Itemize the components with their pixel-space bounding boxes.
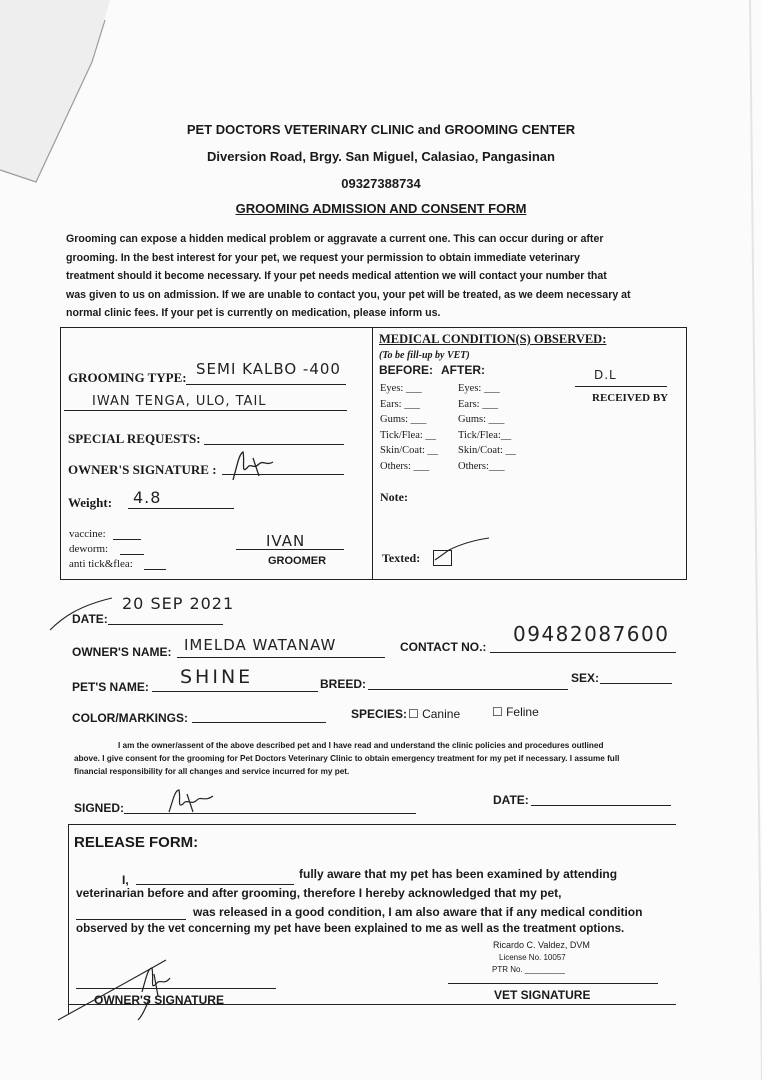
note-label: Note:: [380, 490, 408, 504]
release-top-border: [68, 824, 676, 825]
sex-line: [600, 683, 672, 684]
release-owner-signature-mark: [54, 956, 194, 1026]
owner-name-value: IMELDA WATANAW: [184, 636, 337, 654]
form-title: GROOMING ADMISSION AND CONSENT FORM: [235, 201, 527, 216]
after-row: Others:___: [458, 460, 505, 472]
color-markings-label: COLOR/MARKINGS:: [72, 711, 188, 725]
release-pet-line: [76, 919, 186, 920]
clinic-phone: 09327388734: [341, 176, 421, 191]
vet-license: License No. 10057: [499, 953, 566, 962]
deworm-label: deworm:: [69, 543, 109, 555]
admission-box: [60, 327, 687, 580]
contact-line: [490, 652, 676, 653]
consent-line: above. I give consent for the grooming for Pet Doctors Veterinary Clinic to obtain emergency treatment for my pet if necessary. I assume full: [74, 754, 620, 763]
intro-line: treatment should it become necessary. If your pet needs medical attention we will contact your number that: [66, 270, 607, 282]
date-stroke-mark: [48, 596, 118, 632]
weight-label: Weight:: [68, 495, 113, 510]
release-line-4: observed by the vet concerning my pet have been explained to me as well as the treatment options.: [76, 922, 625, 935]
sex-label: SEX:: [571, 671, 600, 685]
intro-line: grooming. In the best interest for your pet, we request your permission to obtain immediate veterinary: [66, 251, 580, 264]
before-row: Ears: ___: [380, 398, 420, 410]
vet-signature-label: VET SIGNATURE: [494, 988, 591, 1002]
intro-paragraph: [66, 230, 672, 323]
anti-tick-line: [144, 569, 166, 570]
pet-name-label: PET'S NAME:: [72, 680, 149, 694]
before-rows: [380, 381, 438, 475]
owner-name-label: OWNER'S NAME:: [72, 645, 172, 659]
species-label: SPECIES:: [351, 707, 408, 721]
color-markings-line: [192, 722, 326, 723]
canine-option[interactable]: ☐ Canine: [408, 707, 461, 721]
grooming-type-line-2: [64, 410, 347, 411]
after-row: Eyes: ___: [458, 383, 500, 394]
signed-signature-mark: [165, 786, 225, 816]
texted-check-mark: [433, 536, 493, 564]
vaccine-label: vaccine:: [69, 528, 106, 540]
grooming-type-value-2: IWAN TENGA, ULO, TAIL: [92, 394, 267, 409]
owner-signature-release-label: OWNER'S SIGNATURE: [94, 993, 224, 1007]
medical-title: MEDICAL CONDITION(S) OBSERVED:: [379, 332, 607, 346]
weight-value: 4.8: [133, 488, 162, 507]
intro-line: Grooming can expose a hidden medical problem or aggravate a current one. This can occur during or after: [66, 233, 604, 245]
owner-signature-mark: [225, 446, 285, 486]
consent-line: financial responsibility for all changes and service incurred for my pet.: [74, 767, 350, 776]
groomer-name: IVAN: [266, 532, 306, 550]
vet-name: Ricardo C. Valdez, DVM: [493, 940, 590, 950]
grooming-type-line: [186, 384, 346, 385]
breed-label: BREED:: [320, 677, 367, 691]
received-by-label: RECEIVED BY: [592, 392, 669, 404]
received-initials: D.L: [594, 368, 617, 382]
intro-line: was given to us on admission. If we are unable to contact you, your pet will be treated, as we deem necessary at: [66, 288, 631, 301]
vet-signature-line: [448, 983, 658, 984]
breed-line: [368, 689, 568, 690]
special-requests-label: SPECIAL REQUESTS:: [68, 431, 201, 446]
release-title: RELEASE FORM:: [74, 834, 199, 851]
anti-tick-label: anti tick&flea:: [69, 558, 133, 570]
release-line-1: fully aware that my pet has been examined by attending: [299, 867, 618, 881]
received-by-line: [575, 386, 667, 387]
release-i: I,: [122, 873, 129, 887]
release-line-3: was released in a good condition, I am also aware that if any medical condition: [193, 905, 643, 919]
signed-label: SIGNED:: [74, 801, 125, 815]
grooming-type-label: GROOMING TYPE:: [68, 370, 187, 385]
grooming-type-value: SEMI KALBO -400: [196, 360, 341, 378]
after-row: Tick/Flea:__: [458, 429, 512, 441]
vaccine-line: [113, 539, 141, 540]
after-rows: [458, 381, 516, 475]
release-line-2: veterinarian before and after grooming, therefore I hereby acknowledged that my pet,: [76, 886, 562, 900]
box-divider: [372, 327, 373, 579]
intro-line: normal clinic fees. If your pet is currently on medication, please inform us.: [66, 307, 441, 319]
medical-subtitle: (To be fill-up by VET): [379, 350, 470, 361]
consent-date-line: [531, 805, 671, 806]
before-row: Gums: ___: [380, 414, 427, 426]
after-row: Skin/Coat: __: [458, 445, 517, 457]
owner-name-line: [177, 657, 385, 658]
before-row: Eyes: ___: [380, 383, 422, 394]
release-bottom-border: [68, 1004, 676, 1005]
date-line: [108, 624, 223, 625]
groomer-label: GROOMER: [268, 555, 327, 567]
before-row: Skin/Coat: __: [380, 445, 439, 457]
consent-date-label: DATE:: [493, 793, 529, 807]
feline-option[interactable]: ☐ Feline: [492, 705, 539, 719]
pet-name-value: SHINE: [180, 666, 254, 688]
texted-label: Texted:: [382, 551, 421, 565]
contact-label: CONTACT NO.:: [400, 640, 487, 654]
special-requests-line: [204, 444, 344, 445]
before-row: Others: ___: [380, 460, 430, 472]
groomer-line: [236, 549, 344, 550]
after-row: Ears: ___: [458, 398, 498, 410]
before-row: Tick/Flea: __: [380, 429, 436, 441]
weight-line: [128, 508, 234, 509]
date-value: 20 SEP 2021: [122, 594, 235, 613]
deworm-line: [120, 554, 144, 555]
release-name-line: [136, 884, 294, 885]
consent-line: I am the owner/assent of the above described pet and I have read and understand the clinic policies and procedures outlined: [118, 741, 604, 750]
before-label: BEFORE:: [379, 363, 433, 377]
after-row: Gums: ___: [458, 414, 505, 426]
after-label: AFTER:: [441, 363, 485, 377]
pet-name-line: [152, 691, 318, 692]
contact-value: 09482087600: [513, 622, 670, 646]
date-label: DATE:: [72, 612, 108, 626]
clinic-address: Diversion Road, Brgy. San Miguel, Calasiao, Pangasinan: [207, 149, 555, 164]
vet-ptr: PTR No. _________: [492, 965, 565, 974]
clinic-name: PET DOCTORS VETERINARY CLINIC and GROOMING CENTER: [186, 122, 576, 137]
owner-signature-label: OWNER'S SIGNATURE :: [68, 462, 217, 477]
